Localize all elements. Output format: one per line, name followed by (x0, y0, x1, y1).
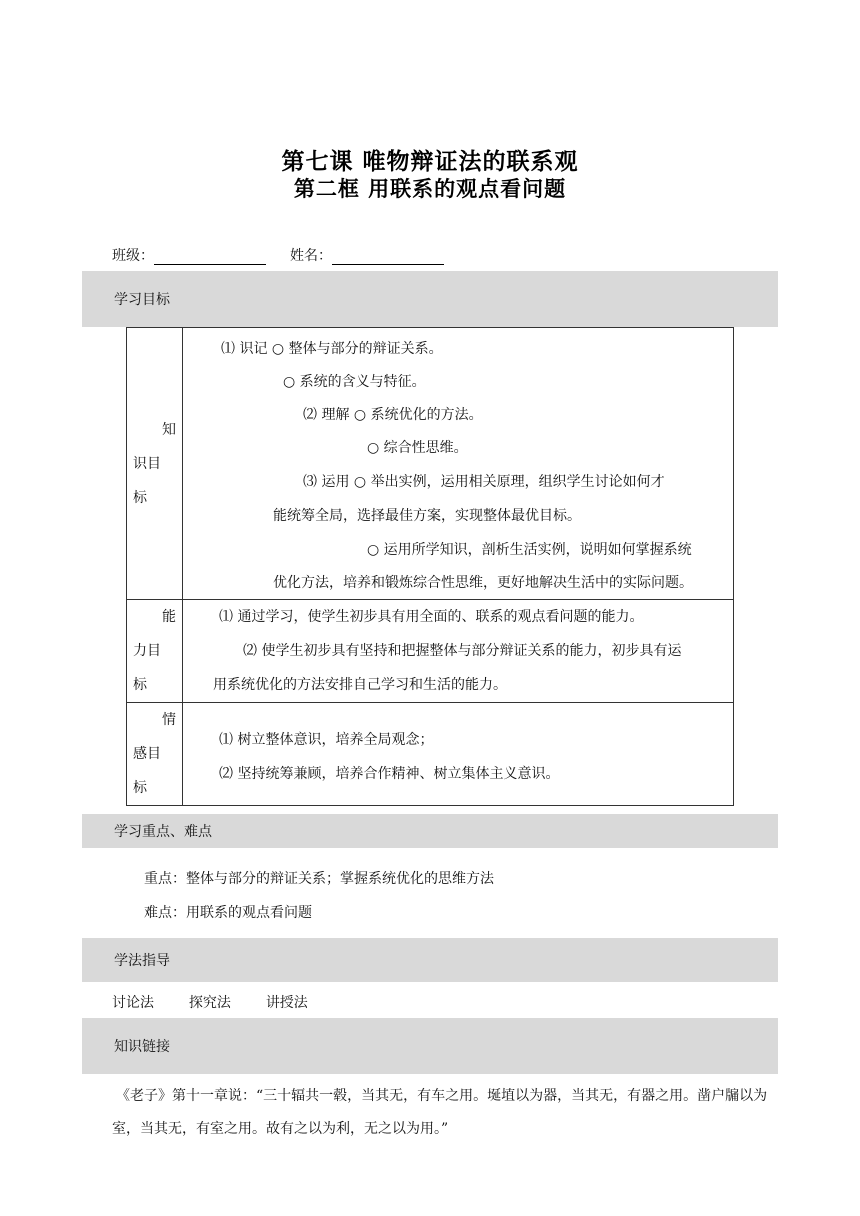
goal-line: ⑴ 树立整体意识，培养全局观念； (219, 732, 434, 748)
label-line: 力目 (133, 643, 161, 659)
section-keypoints-header (82, 814, 778, 848)
method-item: 讨论法 (112, 995, 154, 1011)
knowledge-link-text: 《老子》第十一章说：“三十辐共一毂，当其无，有车之用。埏埴以为器，当其无，有器之用。凿户牖以为室，当其无，有室之用。故有之以为利，无之以为用。” (112, 1088, 768, 1137)
label-line: 感目 (133, 746, 161, 762)
goal-line: ⑵ 使学生初步具有坚持和把握整体与部分辩证关系的能力，初步具有运 (243, 643, 682, 659)
method-item: 讲授法 (265, 995, 308, 1011)
goal-line: ⑴ 识记 ○ 整体与部分的辩证关系。 (221, 341, 443, 357)
goal-line: ⑵ 理解 ○ 系统优化的方法。 (303, 407, 483, 423)
label-line: 识目 (133, 455, 161, 472)
class-label: 班级： (112, 248, 154, 264)
class-blank-field[interactable] (154, 248, 266, 265)
goal-line: 优化方法，培养和锻炼综合性思维，更好地解决生活中的实际问题。 (273, 575, 693, 591)
section-goals-title: 学习目标 (114, 292, 170, 308)
page-subtitle: 第二框 用联系的观点看问题 (293, 177, 567, 201)
name-label: 姓名： (290, 248, 332, 264)
section-goals-header (82, 271, 778, 327)
goal-line: ○ 系统的含义与特征。 (283, 374, 426, 390)
goal-line: ⑴ 通过学习，使学生初步具有用全面的、联系的观点看问题的能力。 (219, 609, 644, 625)
label-line: 标 (133, 780, 147, 796)
emotion-goal-content (183, 703, 734, 806)
goals-table (126, 327, 734, 806)
goal-line: 能统筹全局，选择最佳方案，实现整体最优目标。 (273, 508, 581, 524)
label-line: 标 (133, 677, 147, 693)
section-method-header (82, 938, 778, 982)
goals-row-knowledge (127, 328, 734, 600)
label-line: 知 (162, 421, 176, 438)
section-keypoints-title: 学习重点、难点 (114, 824, 212, 840)
goal-line: 用系统优化的方法安排自己学习和生活的能力。 (213, 677, 507, 693)
goals-row-emotion (127, 703, 734, 806)
section-knowledge-link-header (82, 1018, 778, 1074)
method-list (112, 992, 308, 1012)
knowledge-goal-label (127, 328, 183, 600)
name-blank-field[interactable] (332, 248, 444, 265)
section-knowledge-link-title: 知识链接 (114, 1039, 170, 1055)
label-line: 标 (133, 489, 147, 506)
goal-line: ○ 运用所学知识，剖析生活实例，说明如何掌握系统 (367, 542, 692, 558)
page-title: 第七课 唯物辩证法的联系观 (281, 149, 579, 175)
difficult-point-text: 难点：用联系的观点看问题 (144, 905, 312, 921)
method-item: 探究法 (188, 995, 231, 1011)
ability-goal-content (183, 600, 734, 703)
ability-goal-label (127, 600, 183, 703)
goal-line: ⑶ 运用 ○ 举出实例，运用相关原理，组织学生讨论如何才 (303, 474, 665, 490)
label-line: 能 (162, 609, 176, 625)
student-info-row (112, 245, 444, 265)
key-point-text: 重点：整体与部分的辩证关系；掌握系统优化的思维方法 (144, 871, 494, 887)
emotion-goal-label (127, 703, 183, 806)
goals-row-ability (127, 600, 734, 703)
section-method-title: 学法指导 (114, 953, 170, 969)
goal-line: ⑵ 坚持统筹兼顾，培养合作精神、树立集体主义意识。 (219, 766, 560, 782)
knowledge-goal-content (183, 328, 734, 600)
goal-line: ○ 综合性思维。 (367, 440, 468, 456)
label-line: 情 (162, 712, 176, 728)
